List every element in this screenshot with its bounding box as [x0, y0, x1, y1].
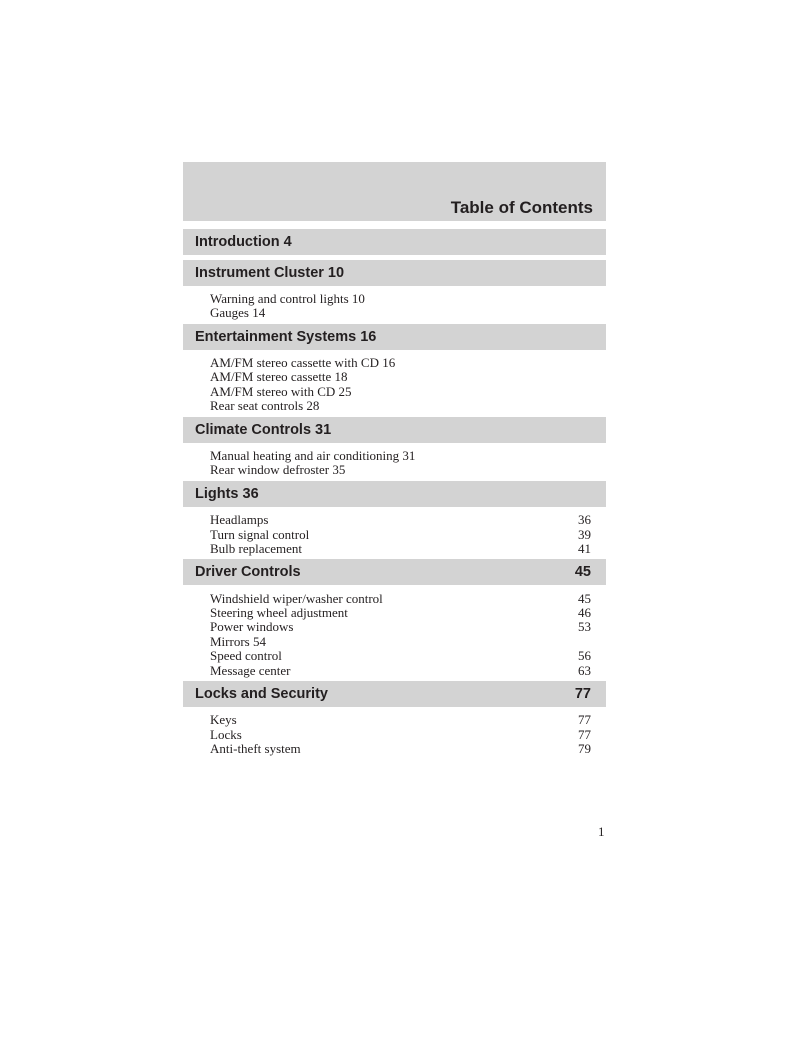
entry-label: Turn signal control	[210, 527, 310, 542]
entry-label: Bulb replacement	[210, 541, 303, 556]
entry-label: Warning and control lights 10	[210, 291, 365, 306]
toc-entry[interactable]	[210, 591, 591, 606]
section-label: Instrument Cluster 10	[195, 265, 345, 281]
entry-page: 53	[578, 619, 591, 634]
toc-entry[interactable]	[210, 619, 591, 634]
section-locks-and-security[interactable]	[183, 681, 606, 707]
toc-entry[interactable]	[210, 512, 591, 527]
entry-label: Speed control	[210, 648, 282, 663]
section-label: Lights 36	[195, 486, 259, 502]
entry-label: Windshield wiper/washer control	[210, 591, 383, 606]
section-label: Driver Controls	[195, 564, 301, 580]
toc-entry[interactable]	[210, 369, 591, 384]
entry-page: 39	[578, 527, 591, 542]
entry-label: AM/FM stereo cassette 18	[210, 369, 348, 384]
entry-label: Locks	[210, 727, 242, 742]
entry-label: Headlamps	[210, 512, 269, 527]
entry-label: Rear window defroster 35	[210, 462, 346, 477]
entry-page: 63	[578, 663, 591, 678]
entry-label: Manual heating and air conditioning 31	[210, 448, 416, 463]
toc-entry[interactable]	[210, 648, 591, 663]
entry-label: AM/FM stereo with CD 25	[210, 384, 352, 399]
entry-label: AM/FM stereo cassette with CD 16	[210, 355, 396, 370]
section-driver-controls[interactable]	[183, 559, 606, 585]
toc-entry[interactable]	[210, 448, 591, 463]
section-entertainment-systems[interactable]	[183, 324, 606, 350]
section-page: 77	[574, 686, 591, 702]
toc-entry[interactable]	[210, 305, 591, 320]
page-number: 1	[598, 824, 605, 839]
toc-entry[interactable]	[210, 541, 591, 556]
section-label: Climate Controls 31	[195, 422, 332, 438]
entry-page: 46	[578, 605, 591, 620]
entry-page: 56	[578, 648, 591, 663]
toc-entry[interactable]	[210, 291, 591, 306]
entry-label: Steering wheel adjustment	[210, 605, 348, 620]
entry-label: Rear seat controls 28	[210, 398, 320, 413]
entry-label: Message center	[210, 663, 291, 678]
entry-label: Power windows	[210, 619, 294, 634]
entry-page: 45	[578, 591, 591, 606]
toc-entry[interactable]	[210, 355, 591, 370]
page-title: Table of Contents	[450, 198, 593, 217]
entry-page: 77	[578, 712, 591, 727]
entry-page: 41	[578, 541, 591, 556]
section-instrument-cluster[interactable]	[183, 260, 606, 286]
toc-entry[interactable]	[210, 605, 591, 620]
section-introduction[interactable]	[183, 229, 606, 255]
toc-entry[interactable]	[210, 712, 591, 727]
toc-entry[interactable]	[210, 741, 591, 756]
toc-entry[interactable]	[210, 663, 591, 678]
toc-entry[interactable]	[210, 462, 591, 477]
entry-label: Mirrors 54	[210, 634, 266, 649]
entry-page: 79	[578, 741, 591, 756]
section-page: 45	[574, 564, 591, 580]
section-label: Introduction 4	[195, 234, 292, 250]
toc-entry[interactable]	[210, 527, 591, 542]
title-band	[183, 162, 606, 221]
entry-label: Gauges 14	[210, 305, 266, 320]
toc-entry[interactable]	[210, 634, 591, 649]
entry-page: 77	[578, 727, 591, 742]
entry-page: 36	[578, 512, 591, 527]
section-climate-controls[interactable]	[183, 417, 606, 443]
toc-entry[interactable]	[210, 727, 591, 742]
toc-entry[interactable]	[210, 384, 591, 399]
section-lights[interactable]	[183, 481, 606, 507]
toc-entry[interactable]	[210, 398, 591, 413]
entry-label: Keys	[210, 712, 237, 727]
section-label: Entertainment Systems 16	[195, 329, 377, 345]
entry-label: Anti-theft system	[210, 741, 301, 756]
section-label: Locks and Security	[195, 686, 328, 702]
